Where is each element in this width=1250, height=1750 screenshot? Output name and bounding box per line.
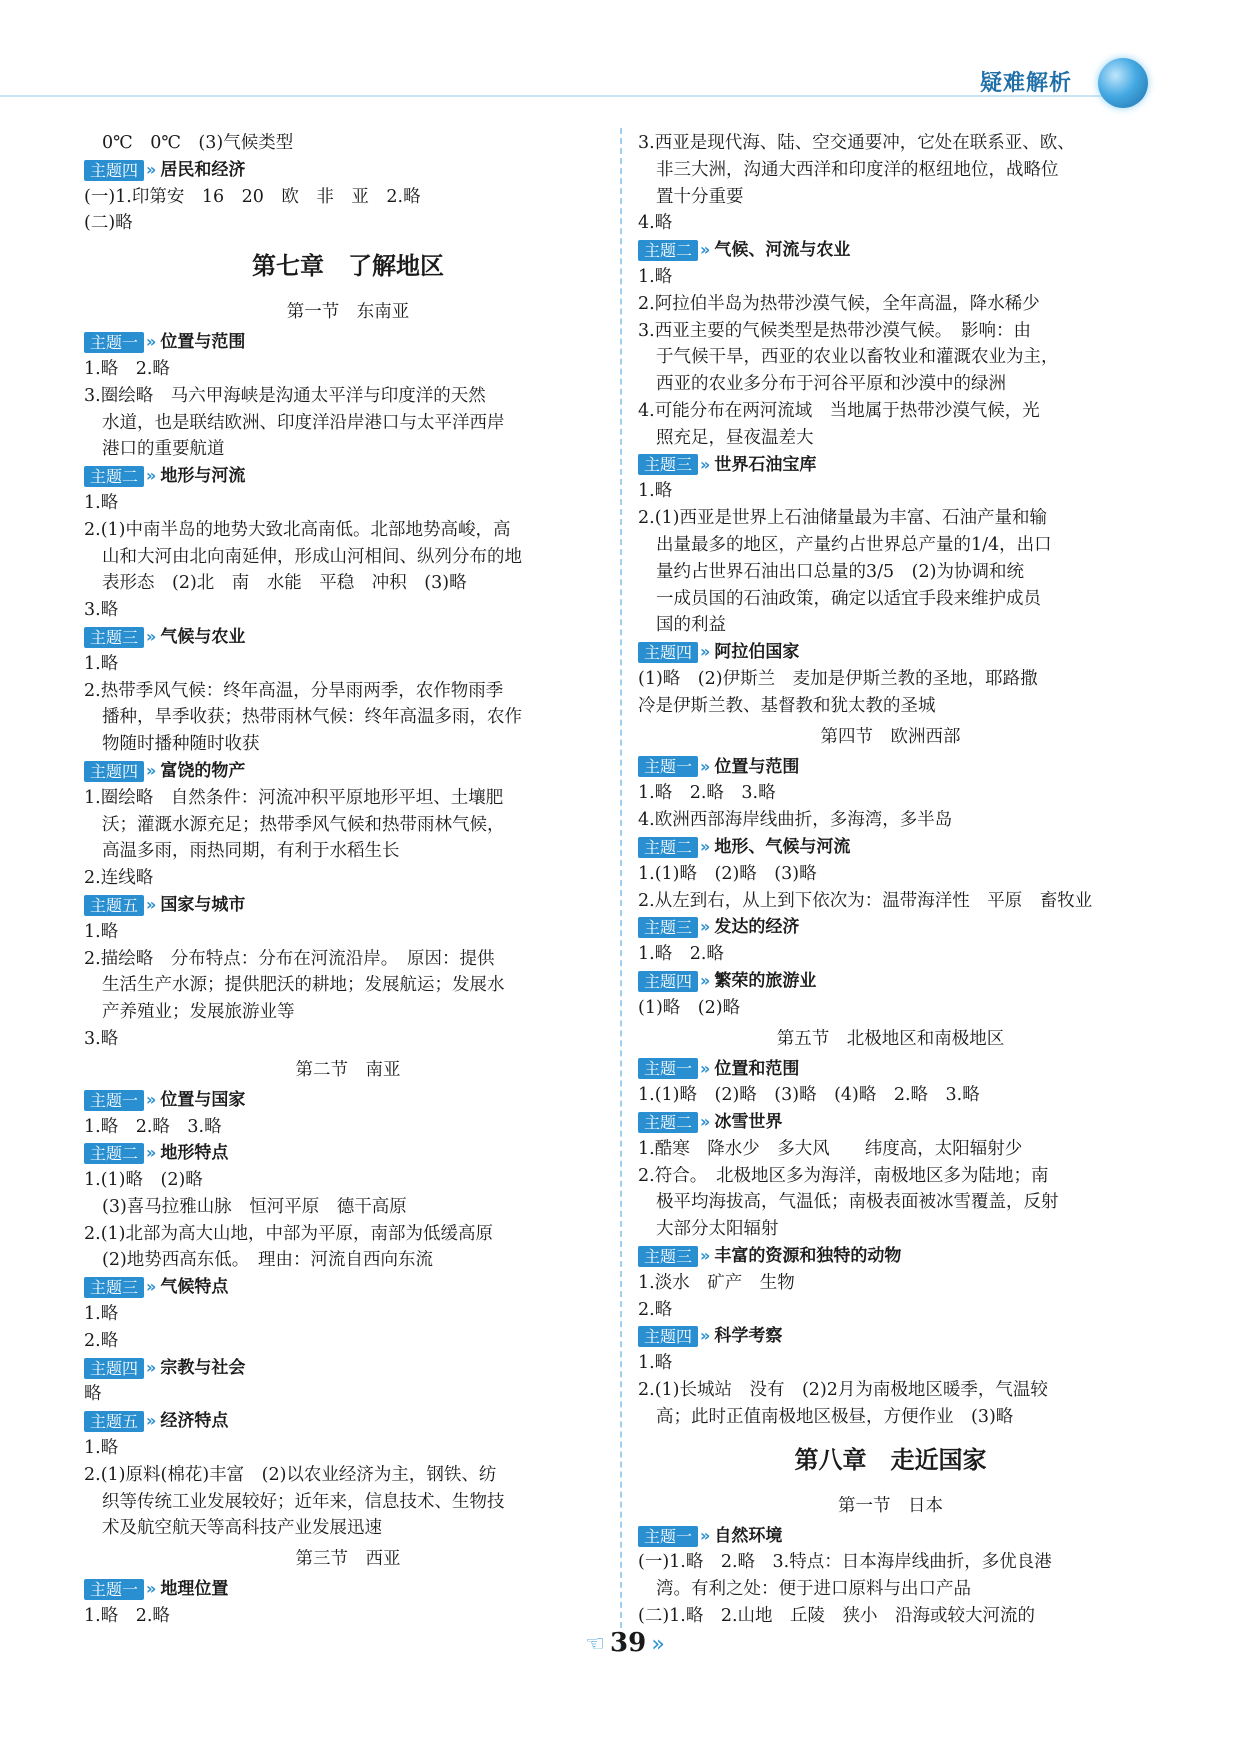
column-divider bbox=[620, 128, 622, 1648]
topic-heading bbox=[84, 1274, 612, 1301]
topic-heading bbox=[638, 237, 1143, 264]
topic-tag: 主题五 bbox=[84, 1411, 144, 1432]
answer-line: 1.略 bbox=[638, 481, 673, 502]
topic-heading bbox=[84, 1576, 612, 1603]
answer-line: 2.略 bbox=[84, 1330, 119, 1351]
double-chevron-icon: » bbox=[146, 332, 157, 352]
topic-heading bbox=[638, 452, 1143, 479]
answer-line: 表形态 (2)北 南 水能 平稳 冲积 (3)略 bbox=[102, 573, 467, 594]
topic-heading bbox=[638, 834, 1143, 861]
answer-line: 1.略 bbox=[84, 1438, 119, 1459]
answer-line: 2.阿拉伯半岛为热带沙漠气候，全年高温，降水稀少 bbox=[638, 293, 1040, 314]
answer-line: 物随时播种随时收获 bbox=[102, 734, 260, 755]
answer-line: 3.西亚主要的气候类型是热带沙漠气候。 影响：由 bbox=[638, 320, 1031, 341]
topic-tag: 主题一 bbox=[84, 1090, 144, 1111]
answer-line: 1.略 bbox=[84, 1304, 119, 1325]
topic-heading bbox=[638, 1323, 1143, 1350]
double-chevron-icon: » bbox=[700, 970, 711, 990]
topic-tag: 主题三 bbox=[638, 1246, 698, 1267]
page-header-title: 疑难解析 bbox=[980, 71, 1073, 96]
answer-line: 1.略 2.略 3.略 bbox=[84, 1116, 222, 1137]
topic-title: 位置与范围 bbox=[160, 332, 246, 353]
topic-tag: 主题四 bbox=[638, 642, 698, 663]
answer-line: 山和大河由北向南延伸，形成山河相间、纵列分布的地 bbox=[102, 546, 522, 567]
double-chevron-icon: » bbox=[700, 1112, 711, 1132]
double-chevron-icon: » bbox=[700, 1058, 711, 1078]
topic-tag: 主题四 bbox=[638, 1326, 698, 1347]
topic-heading bbox=[84, 1140, 612, 1167]
section-title: 第五节 北极地区和南极地区 bbox=[776, 1028, 1005, 1049]
answer-line: (一)1.印第安 16 20 欧 非 亚 2.略 bbox=[84, 186, 421, 207]
answer-line: 织等传统工业发展较好；近年来，信息技术、生物技 bbox=[102, 1491, 505, 1512]
topic-tag: 主题二 bbox=[638, 240, 698, 261]
chevron-right-icon: » bbox=[651, 1632, 665, 1657]
answer-line: 极平均海拔高，气温低；南极表面被冰雪覆盖，反射 bbox=[656, 1192, 1059, 1213]
answer-line: 3.略 bbox=[84, 600, 119, 621]
hand-icon: ☜ bbox=[585, 1632, 605, 1657]
topic-heading bbox=[638, 1109, 1143, 1136]
answer-line: 1.(1)略 (2)略 bbox=[84, 1170, 203, 1191]
answer-line: 2.(1)北部为高大山地，中部为平原，南部为低缓高原 bbox=[84, 1223, 493, 1244]
topic-title: 位置与国家 bbox=[160, 1089, 246, 1110]
double-chevron-icon: » bbox=[700, 836, 711, 856]
answer-line: 出量最多的地区，产量约占世界总产量的1/4，出口 bbox=[656, 534, 1052, 555]
answer-line: 1.略 bbox=[84, 492, 119, 513]
double-chevron-icon: » bbox=[146, 760, 157, 780]
topic-title: 国家与城市 bbox=[160, 894, 246, 915]
section-title: 第一节 东南亚 bbox=[286, 302, 410, 323]
topic-title: 位置和范围 bbox=[714, 1058, 800, 1079]
topic-tag: 主题二 bbox=[84, 466, 144, 487]
answer-line: 照充足，昼夜温差大 bbox=[656, 427, 814, 448]
double-chevron-icon: » bbox=[700, 1326, 711, 1346]
left-column bbox=[84, 130, 612, 1630]
double-chevron-icon: » bbox=[146, 894, 157, 914]
topic-title: 气候与农业 bbox=[160, 626, 246, 647]
answer-line: 1.圈绘略 自然条件：河流冲积平原地形平坦、土壤肥 bbox=[84, 787, 504, 808]
topic-heading bbox=[84, 1355, 612, 1382]
topic-tag: 主题三 bbox=[84, 627, 144, 648]
answer-line: 高；此时正值南极地区极昼，方便作业 (3)略 bbox=[656, 1406, 1014, 1427]
topic-tag: 主题四 bbox=[84, 160, 144, 181]
chapter-title: 第八章 走近国家 bbox=[794, 1445, 987, 1474]
answer-line: (2)地势西高东低。 理由：河流自西向东流 bbox=[102, 1250, 434, 1271]
topic-tag: 主题四 bbox=[84, 1358, 144, 1379]
answer-line: 高温多雨，雨热同期，有利于水稻生长 bbox=[102, 841, 400, 862]
page-number bbox=[570, 1628, 680, 1658]
answer-line: 沃；灌溉水源充足；热带季风气候和热带雨林气候， bbox=[102, 814, 505, 835]
topic-title: 丰富的资源和独特的动物 bbox=[714, 1246, 902, 1267]
topic-title: 繁荣的旅游业 bbox=[714, 970, 817, 991]
answer-line: 非三大洲，沟通大西洋和印度洋的枢纽地位，战略位 bbox=[656, 159, 1059, 180]
topic-title: 位置与范围 bbox=[714, 756, 800, 777]
answer-line: (一)1.略 2.略 3.特点：日本海岸线曲折，多优良港 bbox=[638, 1552, 1052, 1573]
topic-title: 科学考察 bbox=[714, 1326, 783, 1347]
double-chevron-icon: » bbox=[700, 240, 711, 260]
answer-line: (3)喜马拉雅山脉 恒河平原 德干高原 bbox=[102, 1196, 407, 1217]
topic-tag: 主题三 bbox=[84, 1277, 144, 1298]
topic-heading bbox=[84, 758, 612, 785]
answer-line: 2.(1)中南半岛的地势大致北高南低。北部地势高峻，高 bbox=[84, 519, 511, 540]
double-chevron-icon: » bbox=[146, 1277, 157, 1297]
topic-heading bbox=[84, 1408, 612, 1435]
answer-line: 0℃ 0℃ (3)气候类型 bbox=[102, 133, 294, 153]
topic-tag: 主题二 bbox=[638, 1112, 698, 1133]
topic-tag: 主题五 bbox=[84, 895, 144, 916]
section-title: 第三节 西亚 bbox=[295, 1549, 401, 1570]
answer-line: 3.西亚是现代海、陆、空交通要冲，它处在联系亚、欧、 bbox=[638, 133, 1075, 153]
answer-line: 2.(1)原料(棉花)丰富 (2)以农业经济为主，钢铁、纺 bbox=[84, 1464, 497, 1485]
topic-heading bbox=[638, 968, 1143, 995]
double-chevron-icon: » bbox=[700, 454, 711, 474]
double-chevron-icon: » bbox=[146, 1411, 157, 1431]
topic-heading bbox=[638, 1056, 1143, 1083]
topic-tag: 主题二 bbox=[638, 837, 698, 858]
answer-line: 1.淡水 矿产 生物 bbox=[638, 1272, 795, 1293]
answer-line: 3.略 bbox=[84, 1028, 119, 1049]
section-title: 第一节 日本 bbox=[838, 1495, 943, 1516]
topic-tag: 主题一 bbox=[638, 756, 698, 777]
topic-heading bbox=[84, 892, 612, 919]
answer-line: 2.热带季风气候：终年高温，分旱雨两季，农作物雨季 bbox=[84, 680, 504, 701]
answer-line: 1.略 2.略 3.略 bbox=[638, 783, 776, 804]
topic-title: 地形、气候与河流 bbox=[714, 836, 851, 857]
chapter-title: 第七章 了解地区 bbox=[252, 252, 444, 281]
answer-line: 于气候干旱，西亚的农业以畜牧业和灌溉农业为主， bbox=[656, 347, 1059, 368]
topic-heading bbox=[638, 1523, 1143, 1550]
topic-title: 冰雪世界 bbox=[714, 1112, 783, 1133]
globe-icon bbox=[1098, 58, 1148, 108]
answer-line: 3.圈绘略 马六甲海峡是沟通太平洋与印度洋的天然 bbox=[84, 385, 486, 406]
answer-line: 4.略 bbox=[638, 213, 673, 234]
answer-line: 2.描绘略 分布特点：分布在河流沿岸。 原因：提供 bbox=[84, 948, 495, 969]
answer-line: 1.酷寒 降水少 多大风 纬度高，太阳辐射少 bbox=[638, 1138, 1023, 1159]
topic-heading bbox=[638, 1243, 1143, 1270]
answer-line: 1.略 2.略 bbox=[84, 358, 170, 379]
topic-tag: 主题一 bbox=[84, 1579, 144, 1600]
topic-heading bbox=[84, 1087, 612, 1114]
answer-line: 水道，也是联结欧洲、印度洋沿岸港口与太平洋西岸 bbox=[102, 412, 505, 433]
answer-line: 1.(1)略 (2)略 (3)略 (4)略 2.略 3.略 bbox=[638, 1085, 980, 1106]
topic-title: 地形与河流 bbox=[160, 466, 246, 487]
topic-heading bbox=[84, 463, 612, 490]
answer-line: 港口的重要航道 bbox=[102, 439, 225, 460]
answer-line: 生活生产水源；提供肥沃的耕地；发展航运；发展水 bbox=[102, 975, 505, 996]
topic-tag: 主题一 bbox=[638, 1526, 698, 1547]
topic-heading bbox=[638, 914, 1143, 941]
right-column bbox=[638, 130, 1143, 1630]
answer-line: 大部分太阳辐射 bbox=[656, 1219, 779, 1240]
answer-line: (二)略 bbox=[84, 213, 133, 234]
answer-line: 1.(1)略 (2)略 (3)略 bbox=[638, 863, 817, 884]
double-chevron-icon: » bbox=[700, 917, 711, 937]
answer-line: 1.略 2.略 bbox=[638, 944, 724, 965]
double-chevron-icon: » bbox=[700, 642, 711, 662]
double-chevron-icon: » bbox=[146, 159, 157, 179]
answer-line: (1)略 (2)伊斯兰 麦加是伊斯兰教的圣地，耶路撒 bbox=[638, 668, 1038, 689]
answer-line: 产养殖业；发展旅游业等 bbox=[102, 1002, 295, 1023]
answer-line: 冷是伊斯兰教、基督教和犹太教的圣城 bbox=[638, 695, 936, 716]
answer-line: 湾。有利之处：便于进口原料与出口产品 bbox=[656, 1579, 971, 1600]
answer-line: 1.略 bbox=[84, 921, 119, 942]
topic-title: 阿拉伯国家 bbox=[714, 642, 800, 663]
topic-title: 经济特点 bbox=[160, 1411, 229, 1432]
answer-line: 4.欧洲西部海岸线曲折，多海湾，多半岛 bbox=[638, 810, 953, 831]
answer-line: 略 bbox=[84, 1384, 102, 1405]
topic-title: 气候、河流与农业 bbox=[714, 240, 851, 261]
answer-line: 1.略 bbox=[84, 653, 119, 674]
answer-line: 播种，旱季收获；热带雨林气候：终年高温多雨，农作 bbox=[102, 707, 522, 728]
topic-heading bbox=[84, 157, 612, 184]
double-chevron-icon: » bbox=[146, 1089, 157, 1109]
double-chevron-icon: » bbox=[700, 1246, 711, 1266]
answer-line: (1)略 (2)略 bbox=[638, 997, 741, 1018]
topic-title: 宗教与社会 bbox=[160, 1357, 246, 1378]
double-chevron-icon: » bbox=[146, 466, 157, 486]
answer-line: 1.略 bbox=[638, 266, 673, 287]
section-title: 第二节 南亚 bbox=[295, 1059, 401, 1080]
answer-line: 1.略 2.略 bbox=[84, 1606, 170, 1627]
answer-line: 2.略 bbox=[638, 1299, 673, 1320]
answer-line: 量约占世界石油出口总量的3/5 (2)为协调和统 bbox=[656, 561, 1024, 582]
double-chevron-icon: » bbox=[146, 1357, 157, 1377]
topic-title: 富饶的物产 bbox=[160, 760, 246, 781]
topic-heading bbox=[84, 624, 612, 651]
answer-line: 1.略 bbox=[638, 1353, 673, 1374]
answer-line: 2.连线略 bbox=[84, 868, 154, 889]
topic-tag: 主题一 bbox=[84, 332, 144, 353]
double-chevron-icon: » bbox=[146, 1143, 157, 1163]
answer-line: 术及航空航天等高科技产业发展迅速 bbox=[102, 1518, 382, 1539]
topic-tag: 主题一 bbox=[638, 1058, 698, 1079]
header-rule bbox=[0, 95, 1110, 97]
double-chevron-icon: » bbox=[700, 1525, 711, 1545]
topic-title: 发达的经济 bbox=[714, 917, 800, 938]
topic-title: 地理位置 bbox=[160, 1579, 229, 1600]
page-number-value: 39 bbox=[610, 1628, 647, 1658]
double-chevron-icon: » bbox=[146, 626, 157, 646]
topic-tag: 主题三 bbox=[638, 454, 698, 475]
double-chevron-icon: » bbox=[146, 1579, 157, 1599]
topic-tag: 主题四 bbox=[638, 971, 698, 992]
section-title: 第四节 欧洲西部 bbox=[820, 726, 961, 747]
answer-line: 4.可能分布在两河流域 当地属于热带沙漠气候，光 bbox=[638, 400, 1040, 421]
topic-heading bbox=[638, 639, 1143, 666]
topic-tag: 主题二 bbox=[84, 1143, 144, 1164]
topic-tag: 主题四 bbox=[84, 761, 144, 782]
topic-heading bbox=[638, 754, 1143, 781]
answer-line: 一成员国的石油政策，确定以适宜手段来维护成员 bbox=[656, 588, 1041, 609]
topic-tag: 主题三 bbox=[638, 917, 698, 938]
topic-title: 居民和经济 bbox=[160, 159, 246, 180]
answer-line: 西亚的农业多分布于河谷平原和沙漠中的绿洲 bbox=[656, 374, 1006, 395]
topic-title: 自然环境 bbox=[714, 1525, 783, 1546]
answer-line: 国的利益 bbox=[656, 615, 726, 636]
answer-line: 2.(1)西亚是世界上石油储量最为丰富、石油产量和输 bbox=[638, 508, 1047, 529]
topic-title: 世界石油宝库 bbox=[714, 454, 817, 475]
double-chevron-icon: » bbox=[700, 756, 711, 776]
answer-line: 2.(1)长城站 没有 (2)2月为南极地区暖季，气温较 bbox=[638, 1380, 1048, 1401]
answer-line: 2.符合。 北极地区多为海洋，南极地区多为陆地；南 bbox=[638, 1165, 1049, 1186]
answer-line: 置十分重要 bbox=[656, 186, 744, 207]
topic-title: 气候特点 bbox=[160, 1277, 229, 1298]
answer-line: (二)1.略 2.山地 丘陵 狭小 沿海或较大河流的 bbox=[638, 1606, 1036, 1627]
topic-title: 地形特点 bbox=[160, 1143, 229, 1164]
topic-heading bbox=[84, 329, 612, 356]
answer-line: 2.从左到右，从上到下依次为：温带海洋性 平原 畜牧业 bbox=[638, 890, 1093, 911]
